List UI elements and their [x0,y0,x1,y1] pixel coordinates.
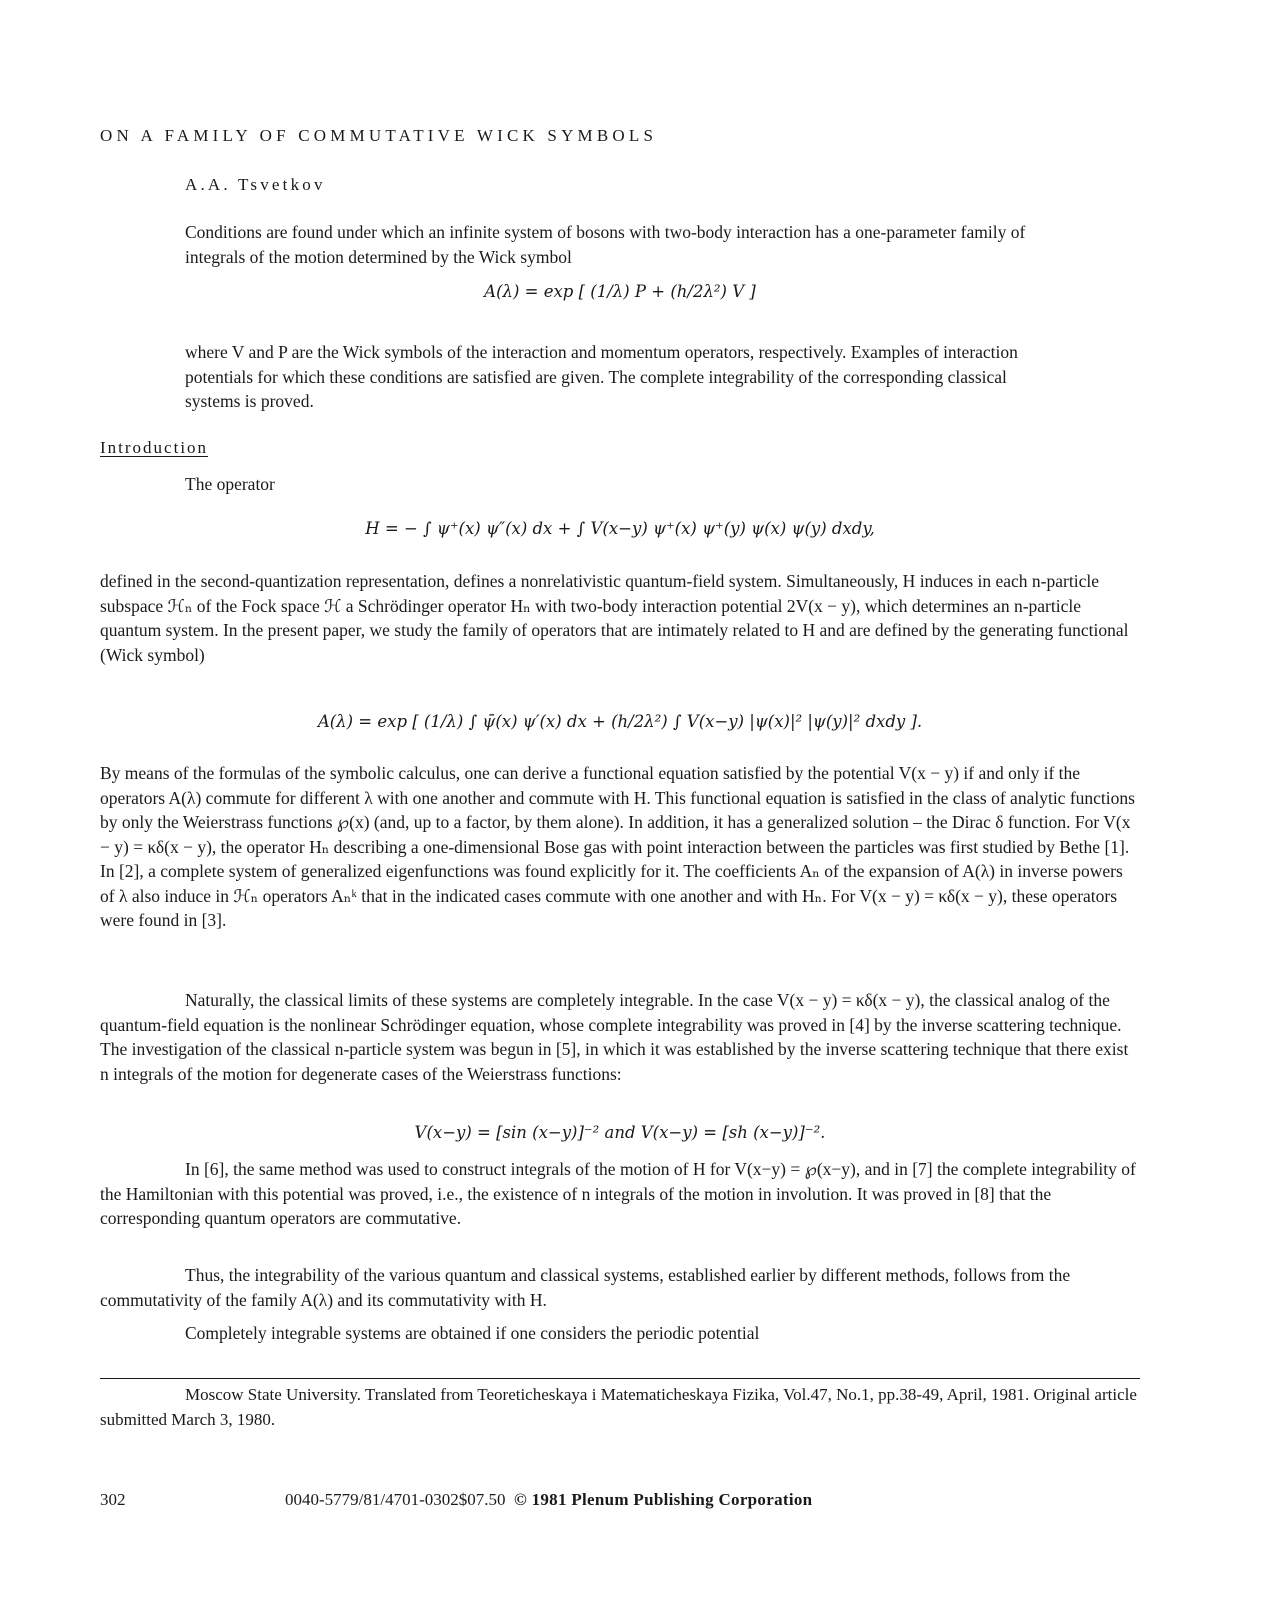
paragraph-6: Thus, the integrability of the various quantum and classical systems, established earlier by different methods, follows from the commutativity of the family A(λ) and its commutativity with H. [100,1265,1071,1310]
abstract-equation-text: A(λ) = exp [ (1/λ) P + (h/2λ²) V ] [484,282,756,301]
paragraph-3: By means of the formulas of the symbolic calculus, one can derive a functional equation satisfied by the potential V(x − y) if and only if the operators A(λ) commute for different λ with one another and commute with H. This functional equation is satisfied in the class of analytic functions by only the Weierstrass functions ℘(x) (and, up to a factor, by them alone). In addition, it has a generalized solution – the Dirac δ function. For V(x − y) = κδ(x − y), the operator Hₙ describing a one-dimensional Bose gas with point interaction between the particles was first studied by Bethe [1]. In [2], a complete system of generalized eigenfunctions was found explicitly for it. The coefficients Aₙ of the expansion of A(λ) in inverse powers of λ also induce in ℋₙ operators Aₙᵏ that in the indicated cases commute with one another and with Hₙ. For V(x − y) = κδ(x − y), these operators were found in [3]. [100,763,1135,930]
paragraph-1: The operator [185,474,275,494]
abstract-intro: Conditions are found under which an infinite system of bosons with two-body interaction has a one-parameter family of integrals of the motion determined by the Wick symbol [185,222,1026,267]
footnote: Moscow State University. Translated from Teoreticheskaya i Matematicheskaya Fizika, Vol.47, No.1, pp.38-49, April, 1981. Original article submitted March 3, 1980. [100,1385,1137,1429]
paragraph-4: Naturally, the classical limits of these systems are completely integrable. In the case V(x − y) = κδ(x − y), the classical analog of the quantum-field equation is the nonlinear Schrödinger equation, whose complete integrability was proved in [4] by the inverse scattering technique. The investigation of the classical n-particle system was begun in [5], in which it was established by the inverse scattering technique that there exist n integrals of the motion for degenerate cases of the Weierstrass functions: [100,990,1129,1084]
footnote-rule [100,1378,1140,1379]
abstract-outro: where V and P are the Wick symbols of the interaction and momentum operators, respectively. Examples of interaction potentials for which these conditions are satisfied are given. The complete integrability of the corresponding classical systems is proved. [185,342,1018,411]
page-number: 302 [100,1490,126,1509]
paragraph-5: In [6], the same method was used to construct integrals of the motion of H for V(x−y) = ℘(x−y), and in [7] the complete integrability of the Hamiltonian with this potential was proved, i.e., the existence of n integrals of the motion in involution. It was proved in [8] that the corresponding quantum operators are commutative. [100,1159,1136,1228]
paragraph-2: defined in the second-quantization representation, defines a nonrelativistic quantum-field system. Simultaneously, H induces in each n-particle subspace ℋₙ of the Fock space ℋ a Schrödinger operator Hₙ with two-body interaction potential 2V(x − y), which determines an n-particle quantum system. In the present paper, we study the family of operators that are intimately related to H and are defined by the generating functional (Wick symbol) [100,571,1129,665]
copyright-line [285,1488,812,1513]
publisher: © 1981 Plenum Publishing Corporation [514,1490,813,1509]
paragraph-7: Completely integrable systems are obtained if one considers the periodic potential [185,1323,760,1343]
article-code: 0040-5779/81/4701-0302$07.50 [285,1490,506,1509]
equation-generating-functional: A(λ) = exp [ (1/λ) ∫ ψ̄(x) ψ′(x) dx + (h/2λ²) ∫ V(x−y) |ψ(x)|² |ψ(y)|² dxdy ]. [317,712,923,731]
equation-degenerate-potentials: V(x−y) = [sin (x−y)]⁻² and V(x−y) = [sh (x−y)]⁻². [414,1123,826,1142]
abstract-equation [100,282,1140,301]
author: A.A. Tsvetkov [185,175,326,194]
paper-title: ON A FAMILY OF COMMUTATIVE WICK SYMBOLS [100,126,658,145]
equation-hamiltonian: H = − ∫ ψ⁺(x) ψ″(x) dx + ∫ V(x−y) ψ⁺(x) ψ⁺(y) ψ(x) ψ(y) dxdy, [365,519,875,538]
section-heading: Introduction [100,438,209,457]
